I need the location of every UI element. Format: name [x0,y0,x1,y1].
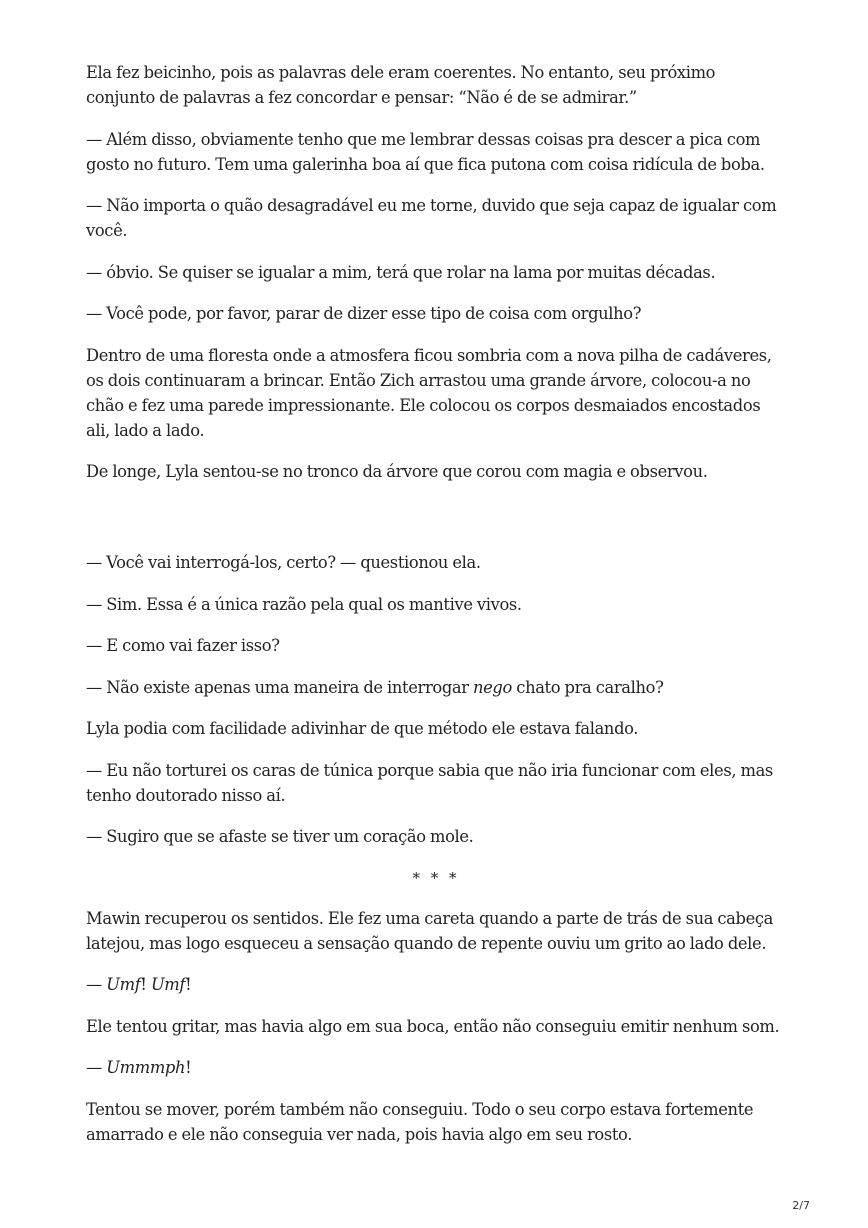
text-segment: ! [140,975,151,994]
paragraph: De longe, Lyla sentou-se no tronco da árvore que corou com magia e observou. [86,462,708,481]
paragraph: Ela fez beicinho, pois as palavras dele eram coerentes. No entanto, seu próximo conjunto de palavras a fez concordar e pensar: “Não é de se admirar.” [86,63,716,107]
dialogue-line: — Sim. Essa é a única razão pela qual os mantive vivos. [86,594,522,614]
italic-text: Umf [106,975,141,994]
dialogue-line [86,675,786,700]
dialogue-line: — E como vai fazer isso? [86,636,280,655]
paragraph: Ele tentou gritar, mas havia algo em sua boca, então não conseguiu emitir nenhum som. [86,1016,780,1036]
dialogue-line: — Além disso, obviamente tenho que me lembrar dessas coisas pra descer a pica com gosto no futuro. Tem uma galerinha boa aí que fica putona com coisa ridícula de boba. [86,129,765,174]
text-segment: ! [185,1058,192,1077]
scene-break: * * * [412,868,460,887]
text-segment: — [86,975,107,994]
paragraph: Lyla podia com facilidade adivinhar de que método ele estava falando. [86,719,639,738]
document-page [86,60,786,1147]
text-segment: ! [185,975,192,994]
italic-text: Ummmph [106,1058,186,1077]
dialogue-line [86,972,786,997]
dialogue-line: — Não importa o quão desagradável eu me torne, duvido que seja capaz de igualar com você. [86,196,777,240]
dialogue-line [86,1055,786,1080]
italic-text: nego [473,677,512,697]
text-segment: — Não existe apenas uma maneira de interrogar [86,677,474,697]
paragraph: Mawin recuperou os sentidos. Ele fez uma careta quando a parte de trás de sua cabeça latejou, mas logo esqueceu a sensação quando de repente ouviu um grito ao lado dele. [86,908,773,953]
paragraph: Tentou se mover, porém também não conseguiu. Todo o seu corpo estava fortemente amarrado e ele não conseguia ver nada, pois havia algo em seu rosto. [86,1099,754,1144]
dialogue-line: — Você pode, por favor, parar de dizer esse tipo de coisa com orgulho? [86,304,642,323]
dialogue-line: — Você vai interrogá-los, certo? — questionou ela. [86,553,481,572]
text-segment: — [86,1058,107,1077]
text-segment: chato pra caralho? [511,677,664,697]
italic-text: Umf [150,975,186,994]
dialogue-line: — óbvio. Se quiser se igualar a mim, terá que rolar na lama por muitas décadas. [86,262,716,282]
dialogue-line: — Eu não torturei os caras de túnica porque sabia que não iria funcionar com eles, mas tenho doutorado nisso aí. [86,760,773,805]
page-number: 2/7 [792,1199,810,1212]
paragraph: Dentro de uma floresta onde a atmosfera ficou sombria com a nova pilha de cadáveres, os dois continuaram a brincar. Então Zich arrastou uma grande árvore, colocou-a no chão e fez uma parede impressionante. Ele colocou os corpos desmaiados encostados ali, lado a lado. [86,345,772,440]
dialogue-line: — Sugiro que se afaste se tiver um coração mole. [86,827,474,846]
